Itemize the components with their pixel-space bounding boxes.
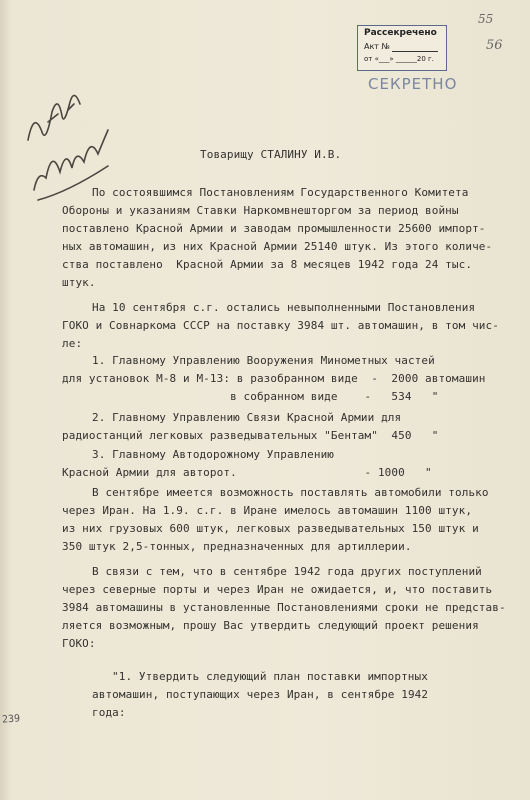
stamp-title: Рассекречено <box>364 28 437 38</box>
archive-page-mark: 55 <box>478 12 494 26</box>
paragraph-2-line: ле: <box>62 337 83 350</box>
margin-number: 239 <box>1 713 21 726</box>
declassification-stamp <box>357 25 447 71</box>
paragraph-3-line: 350 штук 2,5-тонных, предназначенных для артиллерии. <box>62 540 412 553</box>
paragraph-5-line: года: <box>92 706 126 719</box>
addressee: Товарищу СТАЛИНУ И.В. <box>200 148 342 161</box>
paragraph-1-line: ных автомашин, из них Красной Армии 25140 штук. Из этого количе- <box>62 240 493 253</box>
paragraph-1-line: штук. <box>62 276 96 289</box>
paragraph-1-line: Обороны и указаниям Ставки Наркомвнешторгом за период войны <box>62 204 459 217</box>
paragraph-3-line: В сентябре имеется возможность поставлять автомобили только <box>92 486 489 499</box>
list-item-2-line: радиостанций легковых разведывательных "Бентам" 450 " <box>62 429 439 442</box>
stamp-act: Акт № <box>364 42 390 51</box>
paragraph-4-line: 3984 автомашины в установленные Постановлениями сроки не представ- <box>62 601 506 614</box>
list-item-3-line: 3. Главному Автодорожному Управлению <box>92 448 335 461</box>
paragraph-5-line: "1. Утвердить следующий план поставки импортных <box>112 670 428 683</box>
list-item-1-line: для установок М-8 и М-13: в разобранном виде - 2000 автомашин <box>62 372 486 385</box>
paragraph-4-line: через северные порты и через Иран не ожидается, и, что поставить <box>62 583 493 596</box>
list-item-1-line: в собранном виде - 534 " <box>62 390 439 403</box>
paragraph-4-line: В связи с тем, что в сентябре 1942 года других поступлений <box>92 565 482 578</box>
paragraph-4-line: ляется возможным, прошу Вас утвердить следующий проект решения <box>62 619 479 632</box>
list-item-1-line: 1. Главному Управлению Вооружения Минометных частей <box>92 354 435 367</box>
paragraph-2-line: На 10 сентября с.г. остались невыполненными Постановления <box>92 301 476 314</box>
list-item-2-line: 2. Главному Управлению Связи Красной Армии для <box>92 411 402 424</box>
archive-page-mark: 56 <box>486 38 503 53</box>
paragraph-1-line: ства поставлено Красной Армии за 8 месяцев 1942 года 24 тыс. <box>62 258 473 271</box>
secret-stamp: СЕКРЕТНО <box>368 75 458 93</box>
stamp-date: от «___» ______20 г. <box>364 55 434 63</box>
paragraph-1-line: По состоявшимся Постановлениям Государственного Комитета <box>92 186 469 199</box>
paragraph-4-line: ГОКО: <box>62 637 96 650</box>
list-item-3-line: Красной Армии для авторот. - 1000 " <box>62 466 432 479</box>
paragraph-3-line: через Иран. На 1.9. с.г. в Иране имелось автомашин 1100 штук, <box>62 504 473 517</box>
paragraph-5-line: автомашин, поступающих через Иран, в сентябре 1942 <box>92 688 429 701</box>
paragraph-1-line: поставлено Красной Армии и заводам промышленности 25600 импорт- <box>62 222 486 235</box>
paragraph-3-line: из них грузовых 600 штук, легковых разведывательных 150 штук и <box>62 522 479 535</box>
paragraph-2-line: ГОКО и Совнаркома СССР на поставку 3984 шт. автомашин, в том чис- <box>62 319 499 332</box>
